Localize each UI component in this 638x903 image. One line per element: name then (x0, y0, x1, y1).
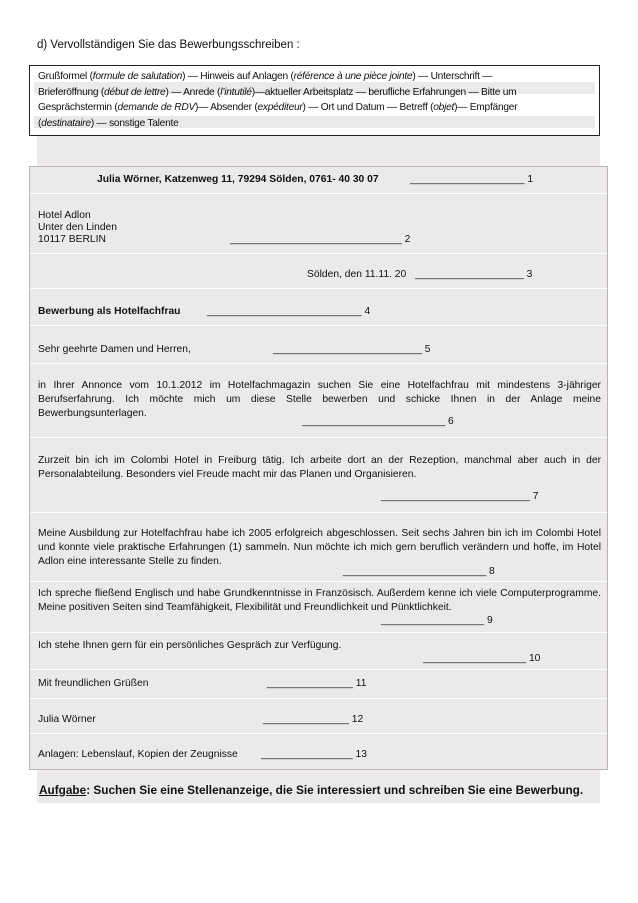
answer-blank-2[interactable]: ______________________________ 2 (230, 234, 411, 245)
closing-formula: Mit freundlichen Grüßen (38, 678, 149, 689)
answer-blank-8[interactable]: _________________________ 8 (343, 566, 495, 577)
answer-blank-11[interactable]: _______________ 11 (267, 678, 367, 689)
salutation: Sehr geehrte Damen und Herren, (38, 344, 191, 355)
row-divider (30, 669, 607, 670)
word-bank-line: Gesprächstermin (demande de RDV)— Absender (expéditeur) — Ort und Datum — Betreff (objet)— Empfänger (38, 102, 518, 113)
recipient-name: Hotel Adlon (38, 210, 91, 221)
word-bank-line: Grußformel (formule de salutation) — Hinweis auf Anlagen (référence à une pièce jointe) — Unterschrift — (38, 71, 493, 82)
task-instruction (37, 779, 600, 803)
paragraph-experience: Meine Ausbildung zur Hotelfachfrau habe ich 2005 erfolgreich abgeschlossen. Seit sechs Jahren bin ich im Colombi Hotel und konnte viele praktische Erfahrungen (1) sammeln. Nun möchte ich mich gern beruflich verändern und hoffe, im Hotel Adlon eine interessante Stelle zu finden. (38, 528, 601, 567)
answer-blank-7[interactable]: __________________________ 7 (381, 491, 539, 502)
task-label: Aufgabe (39, 783, 87, 797)
answer-blank-1[interactable]: ____________________ 1 (410, 174, 534, 185)
answer-blank-9[interactable]: __________________ 9 (381, 615, 493, 626)
answer-blank-10[interactable]: __________________ 10 (423, 653, 541, 664)
row-divider (30, 363, 607, 364)
row-divider (30, 325, 607, 326)
row-divider (30, 733, 607, 734)
row-divider (30, 193, 607, 194)
word-bank-line: (destinataire) — sonstige Talente (38, 118, 179, 129)
sender-line: Julia Wörner, Katzenweg 11, 79294 Sölden, 0761- 40 30 07 (97, 174, 379, 185)
paragraph-current-job: Zurzeit bin ich im Colombi Hotel in Freiburg tätig. Ich arbeite dort an der Rezeption, manchmal aber auch in der Personalabteilung. Besonders viel Freude macht mir das Planen und Organisieren. (38, 455, 601, 480)
answer-blank-5[interactable]: __________________________ 5 (273, 344, 431, 355)
place-date: Sölden, den 11.11. 20 (307, 269, 407, 280)
recipient-street: Unter den Linden (38, 222, 118, 233)
row-divider (30, 288, 607, 289)
attachments-line: Anlagen: Lebenslauf, Kopien der Zeugnisse (38, 749, 238, 760)
row-divider (30, 512, 607, 513)
paragraph-skills: Ich spreche fließend Englisch und habe Grundkenntnisse in Französisch. Außerdem kenne ich viele Computerprogramme. Meine positiven Seiten sind Teamfähigkeit, Flexibilität und Freundlichkeit und Pünktlichkeit. (38, 588, 601, 613)
paragraph-introduction: in Ihrer Annonce vom 10.1.2012 im Hotelfachmagazin suchen Sie eine Hotelfachfrau mit mindestens 3-jähriger Berufserfahrung. Ich möchte mich um diese Stelle bewerben und schicke Ihnen in der Anlage meine Bewerbungsunterlagen. (38, 380, 601, 419)
row-divider (30, 253, 607, 254)
word-bank-line: Brieferöffnung (début de lettre) — Anrede (l’intutilé)—aktueller Arbeitsplatz — berufliche Erfahrungen — Bitte um (38, 87, 517, 98)
letter-form (29, 166, 608, 770)
answer-blank-6[interactable]: _________________________ 6 (302, 416, 454, 427)
row-divider (30, 437, 607, 438)
word-bank-box (29, 65, 600, 136)
subject-line: Bewerbung als Hotelfachfrau (38, 306, 181, 317)
answer-blank-3[interactable]: ___________________ 3 (415, 269, 533, 280)
answer-blank-13[interactable]: ________________ 13 (261, 749, 367, 760)
row-divider (30, 632, 607, 633)
recipient-city: 10117 BERLIN (38, 234, 106, 245)
shaded-stripe (37, 136, 600, 166)
answer-blank-12[interactable]: _______________ 12 (263, 714, 364, 725)
paragraph-interview-request: Ich stehe Ihnen gern für ein persönliches Gespräch zur Verfügung. (38, 640, 342, 651)
signature-name: Julia Wörner (38, 714, 96, 725)
exercise-heading: d) Vervollständigen Sie das Bewerbungsschreiben : (37, 39, 300, 51)
answer-blank-4[interactable]: ___________________________ 4 (207, 306, 371, 317)
row-divider (30, 581, 607, 582)
row-divider (30, 698, 607, 699)
task-text: : Suchen Sie eine Stellenanzeige, die Sie interessiert und schreiben Sie eine Bewerbung. (86, 783, 584, 797)
